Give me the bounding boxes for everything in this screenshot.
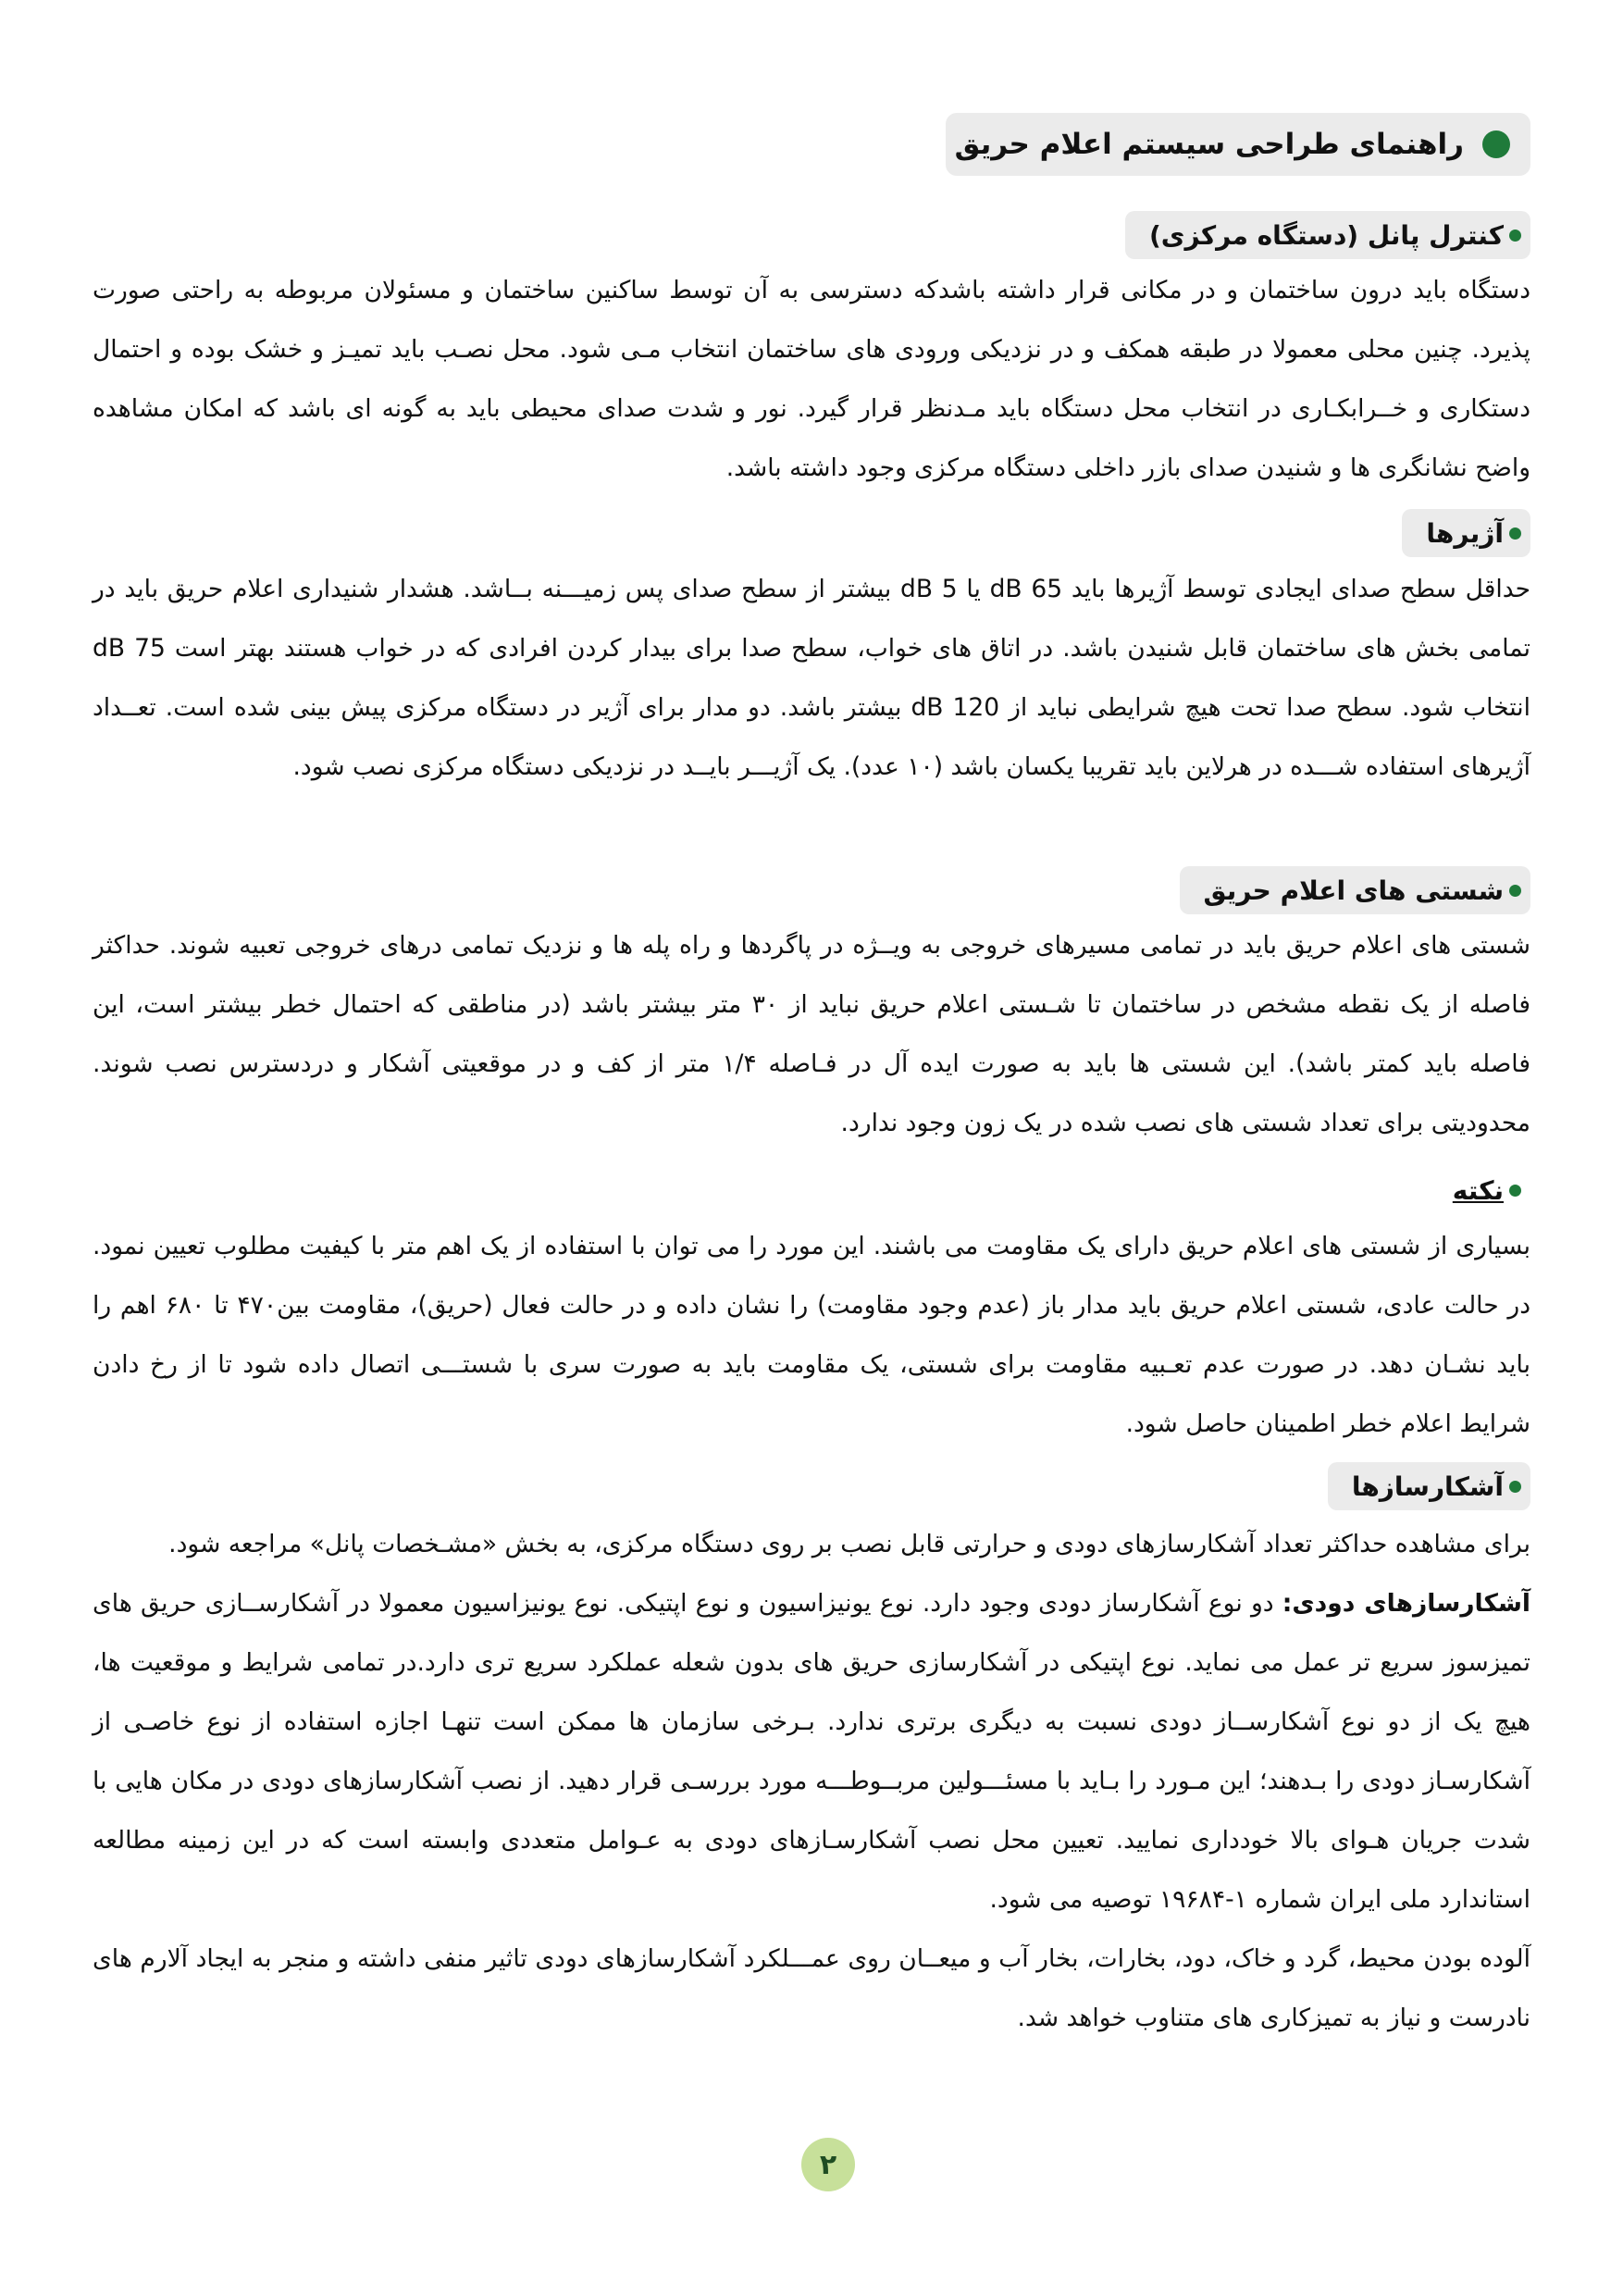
bullet-icon xyxy=(1509,527,1521,540)
paragraph: شستی های اعلام حریق باید در تمامی مسیرهای خروجی به ویــژه در پاگردها و راه پله ها و نزدیک تمامی درهای خروجی تعبیه شوند. حداکثر فاصله از یک نقطه مشخص در ساختمان تا شـستی اعلام حریق نباید از ۳۰ متر بیشتر باشد (در مناطقی که احتمال خطر بیشتر است، این فاصله باید کمتر باشد). این شستی ها باید به صورت ایده آل در فـاصله ۱/۴ متر از کف و در موقعیتی آشکار و دردسترس نصب شوند. محدودیتی برای تعداد شستی های نصب شده در یک زون وجود ندارد. xyxy=(93,931,1530,1137)
section-heading-text: آشکارسازها xyxy=(1351,1471,1504,1502)
page-number: ۲ xyxy=(801,2138,855,2191)
section-body-note xyxy=(93,1217,1530,1454)
bullet-icon xyxy=(1509,885,1521,897)
bullet-icon xyxy=(1509,230,1521,242)
section-body-call-points xyxy=(93,916,1530,1153)
section-heading-note xyxy=(1429,1166,1530,1214)
section-heading-text: شستی های اعلام حریق xyxy=(1203,875,1504,906)
section-heading-text: نکته xyxy=(1452,1174,1504,1206)
section-body-sirens xyxy=(93,560,1530,797)
paragraph: برای مشاهده حداکثر تعداد آشکارسازهای دودی و حرارتی قابل نصب بر روی دستگاه مرکزی، به بخش «مشـخصات پانل» مراجعه شود. xyxy=(168,1530,1530,1558)
paragraph: دستگاه باید درون ساختمان و در مکانی قرار داشته باشدکه دسترسی به آن توسط ساکنین ساختمان و مسئولان مربوطه به راحتی صورت پذیرد. چنین محلی معمولا در طبقه همکف و در نزدیکی ورودی های ساختمان انتخاب مـی شود. محل نصـب باید تمیـز و خشک بوده و احتمال دستکاری و خــرابکـاری در انتخاب محل دستگاه باید مـدنظر قرار گیرد. نور و شدت صدای محیطی باید به گونه ای باشد که امکان مشاهده واضح نشانگری ها و شنیدن صدای بازر داخلی دستگاه مرکزی وجود داشته باشد. xyxy=(93,276,1530,482)
section-heading-text: کنترل پانل (دستگاه مرکزی) xyxy=(1148,219,1504,251)
bullet-icon xyxy=(1482,130,1510,158)
section-heading-text: آژیرها xyxy=(1426,517,1504,549)
bullet-icon xyxy=(1509,1185,1521,1197)
section-body-detectors xyxy=(93,1515,1530,2048)
paragraph: آلوده بودن محیط، گرد و خاک، دود، بخارات، بخار آب و میعــان روی عمـــلکرد آشکارسازهای دودی تاثیر منفی داشته و منجر به ایجاد آلارم های نادرست و نیاز به تمیزکاری های متناوب خواهد شد. xyxy=(93,1944,1530,2032)
document-title: راهنمای طراحی سیستم اعلام حریق xyxy=(954,128,1464,161)
section-heading-control-panel xyxy=(1125,211,1530,259)
paragraph: بسیاری از شستی های اعلام حریق دارای یک مقاومت می باشند. این مورد را می توان با استفاده از یک اهم متر با کیفیت مطلوب تعیین نمود. در حالت عادی، شستی اعلام حریق باید مدار باز (عدم وجود مقاومت) را نشان داده و در حالت فعال (حریق)، مقاومت بین۴۷۰ تا ۶۸۰ اهم را باید نشـان دهد. در صورت عدم تعـبیه مقاومت برای شستی، یک مقاومت باید به صورت سری با شستـــی اتصال داده شود تا از رخ دادن شرایط اعلام خطر اطمینان حاصل شود. xyxy=(93,1232,1531,1438)
lead-body: دو نوع آشکارساز دودی وجود دارد. نوع یونیزاسیون و نوع اپتیکی. نوع یونیزاسیون معمولا در آشکارســازی حریق های تمیزسوز سریع تر عمل می نماید. نوع اپتیکی در آشکارسازی حریق های بدون شعله عملکرد سریع تری دارد.در تمامی شرایط و موقعیت ها، هیچ یک از دو نوع آشکارســاز دودی نسبت به دیگری برتری ندارد. بـرخی سازمان ها ممکن است تنهـا اجازه استفاده از نوع خاصـی از آشکارسـاز دودی را بـدهند؛ این مـورد را بـاید با مسئـــولین مربــوطـــه مورد بررسـی قرار دهید. از نصب آشکارسازهای دودی در مکان هایی با شدت جریان هـوای بالا خودداری نمایید. تعیین محل نصب آشکارسـازهای دودی به عـوامل متعددی وابسته است که در این زمینه مطالعه استاندارد ملی ایران شماره ۱-۱۹۶۸۴ توصیه می شود. xyxy=(93,1589,1530,1914)
bullet-icon xyxy=(1509,1481,1521,1493)
paragraph: حداقل سطح صدای ایجادی توسط آژیرها باید 65 dB یا 5 dB بیشتر از سطح صدای پس زمیـــنه بــاشد. هشدار شنیداری اعلام حریق باید در تمامی بخش های ساختمان قابل شنیدن باشد. در اتاق های خواب، سطح صدا برای بیدار کردن افرادی که در خواب هستند بهتر است 75 dB انتخاب شود. سطح صدا تحت هیچ شرایطی نباید از 120 dB بیشتر باشد. دو مدار برای آژیر در دستگاه مرکزی پیش بینی شده است. تعــداد آژیرهای استفاده شـــده در هرلاین باید تقریبا یکسان باشد (۱۰ عدد). یک آژیـــر بایــد در نزدیکی دستگاه مرکزی نصب شود. xyxy=(93,575,1531,781)
document-title-bar xyxy=(946,113,1530,176)
section-heading-sirens xyxy=(1402,509,1530,557)
section-body-control-panel xyxy=(93,261,1530,498)
paragraph-smoke-detectors xyxy=(93,1574,1530,1930)
section-heading-detectors xyxy=(1328,1462,1530,1510)
section-heading-call-points xyxy=(1180,866,1530,914)
lead-term: آشکارسازهای دودی: xyxy=(1282,1589,1531,1618)
